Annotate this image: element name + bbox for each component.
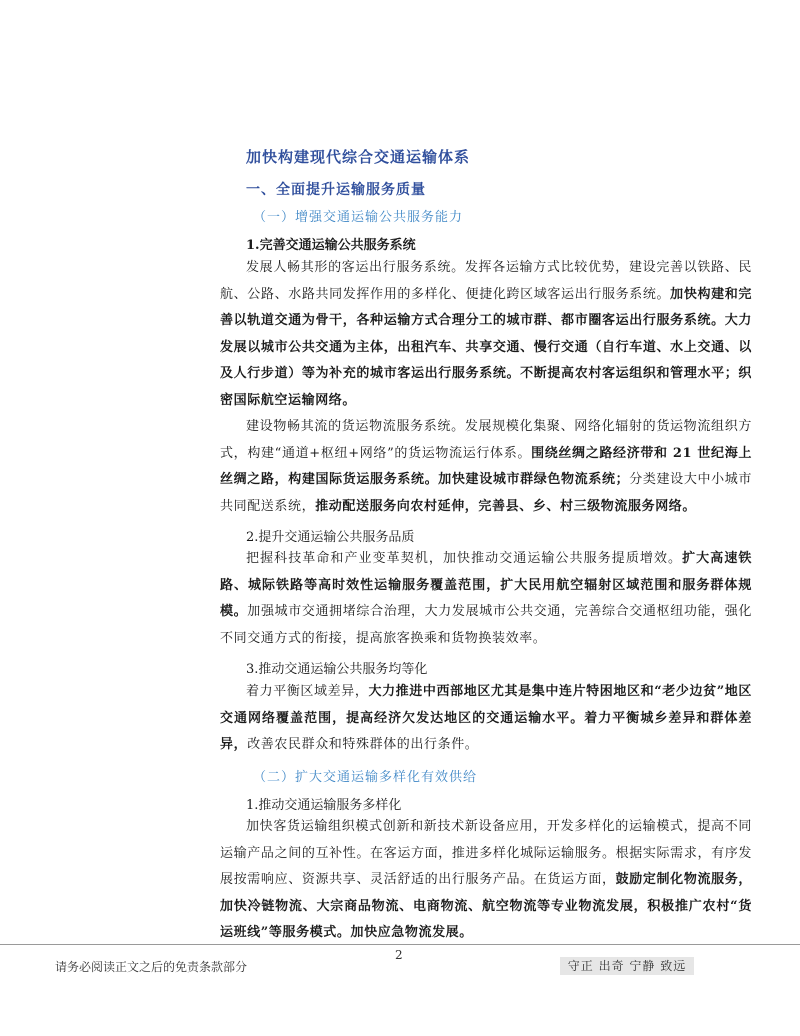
footer-divider <box>0 944 800 945</box>
item-title-4: 1.推动交通运输服务多样化 <box>246 798 402 813</box>
paragraph-2-bold-1: 围绕丝绸之路经济带和 21 世纪海上丝绸之路，构建国际货运服务系统。加快建设城市群绿色物流系统； <box>220 445 752 487</box>
document-title: 加快构建现代综合交通运输体系 <box>246 148 471 166</box>
paragraph-3-bold: 扩大高速铁路、城际铁路等高时效性运输服务覆盖范围，扩大民用航空辐射区域范围和服务群体规模。 <box>220 551 752 619</box>
item-title-1: 1.完善交通运输公共服务系统 <box>246 238 416 253</box>
paragraph-4-bold: 大力推进中西部地区尤其是集中连片特困地区和“老少边贫”地区交通网络覆盖范围，提高经济欠发达地区的交通运输水平。着力平衡城乡差异和群体差异， <box>220 684 753 752</box>
footer-disclaimer: 请务必阅读正文之后的免责条款部分 <box>55 960 248 974</box>
item-title-2: 2.提升交通运输公共服务品质 <box>246 530 415 545</box>
paragraph-5-plain: 加快客货运输组织模式创新和新技术新设备应用，开发多样化的运输模式，提高不同运输产品之间的互补性。在客运方面，推进多样化城际运输服务。根据实际需求，有序发展按需响应、资源共享、灵活舒适的出行服务产品。在货运方面， <box>220 819 752 887</box>
paragraph-5 <box>220 814 752 947</box>
paragraph-4-plain-2: 改善农民群众和特殊群体的出行条件。 <box>247 737 479 752</box>
paragraph-2-plain: 建设物畅其流的货运物流服务系统。发展规模化集聚、网络化辐射的货运物流组织方式，构建“通道+枢纽+网络”的货运物流运行体系。 <box>220 419 752 461</box>
subsection-heading-2: （二）扩大交通运输多样化有效供给 <box>253 770 478 785</box>
paragraph-4-plain: 着力平衡区域差异， <box>246 684 369 699</box>
item-title-3: 3.推动交通运输公共服务均等化 <box>246 662 428 677</box>
paragraph-3 <box>220 546 752 652</box>
paragraph-2-plain-2: 分类建设大中小城市共同配送系统， <box>220 472 752 514</box>
page-number: 2 <box>395 948 403 962</box>
section-heading: 一、全面提升运输服务质量 <box>246 182 426 198</box>
paragraph-1 <box>220 255 752 414</box>
paragraph-3-plain-2: 加强城市交通拥堵综合治理，大力发展城市公共交通，完善综合交通枢纽功能，强化不同交通方式的衔接，提高旅客换乘和货物换装效率。 <box>220 604 753 646</box>
paragraph-2-bold-2: 推动配送服务向农村延伸，完善县、乡、村三级物流服务网络。 <box>315 498 697 514</box>
paragraph-4 <box>220 679 752 759</box>
paragraph-3-plain: 把握科技革命和产业变革契机，加快推动交通运输公共服务提质增效。 <box>246 551 683 566</box>
footer-motto: 守正 出奇 宁静 致远 <box>560 957 694 975</box>
paragraph-2 <box>220 414 752 520</box>
paragraph-5-bold: 鼓励定制化物流服务，加快冷链物流、大宗商品物流、电商物流、航空物流等专业物流发展，积极推广农村“货运班线”等服务模式。加快应急物流发展。 <box>220 872 752 940</box>
paragraph-1-plain: 发展人畅其形的客运出行服务系统。发挥各运输方式比较优势，建设完善以铁路、民航、公路、水路共同发挥作用的多样化、便捷化跨区域客运出行服务系统。 <box>220 260 752 302</box>
subsection-heading-1: （一）增强交通运输公共服务能力 <box>253 210 464 225</box>
paragraph-1-bold: 加快构建和完善以轨道交通为骨干，各种运输方式合理分工的城市群、都市圈客运出行服务系统。大力发展以城市公共交通为主体，出租汽车、共享交通、慢行交通（自行车道、水上交通、以及人行步道）等为补充的城市客运出行服务系统。不断提高农村客运组织和管理水平；织密国际航空运输网络。 <box>220 286 752 408</box>
